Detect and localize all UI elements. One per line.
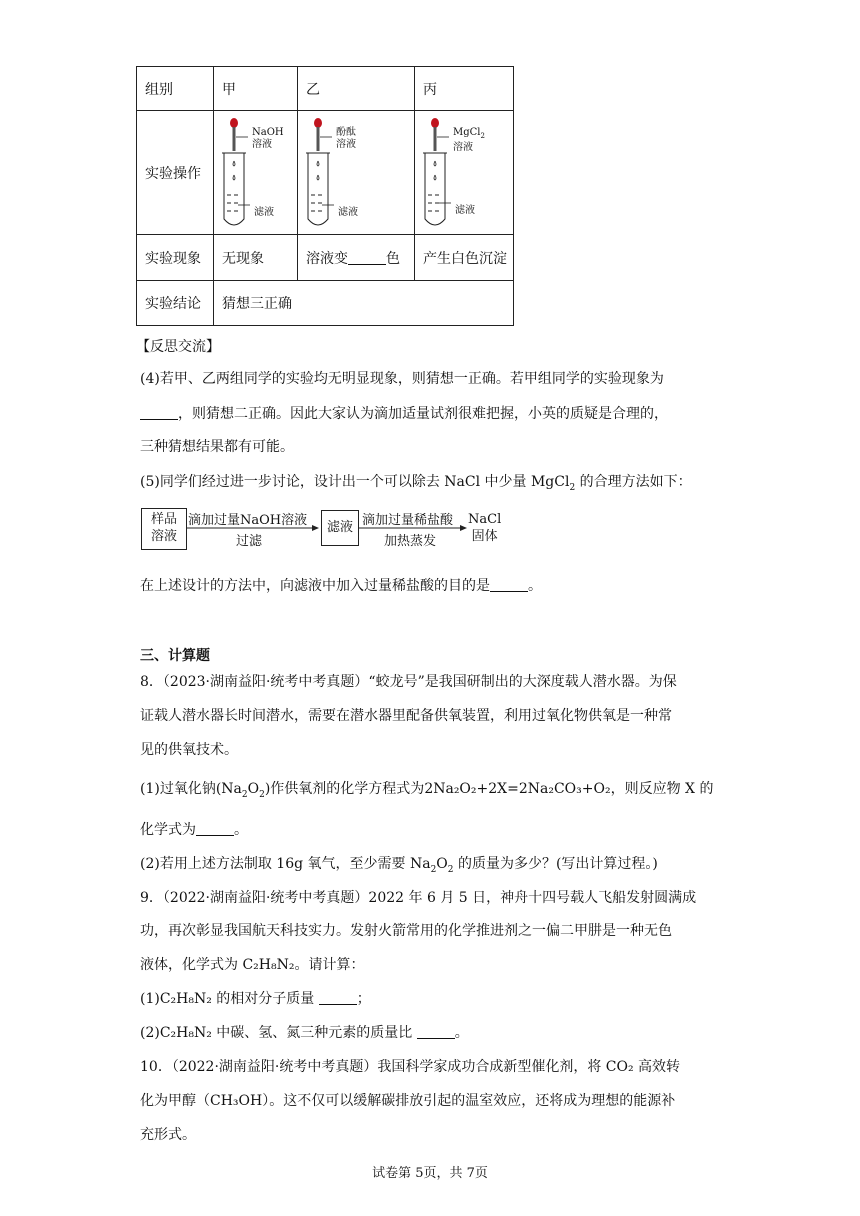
table-cell: 乙 [298, 67, 415, 111]
table-row [137, 67, 514, 111]
sample-label: 滤液 [455, 205, 475, 216]
flow-arrow-label: 滴加过量稀盐酸 [362, 513, 454, 528]
answer-blank[interactable] [490, 577, 528, 592]
q9-p1-line: (1)C₂H₈N₂ 的相对分子质量 ； [140, 991, 371, 1007]
answer-blank[interactable] [348, 250, 386, 265]
q10-line: 充形式。 [140, 1127, 196, 1143]
answer-blank[interactable] [196, 821, 234, 836]
table-cell: 实验操作 [137, 111, 214, 235]
tube-cell-bing [415, 111, 514, 235]
sample-label: 滤液 [254, 207, 274, 218]
table-row [137, 281, 514, 326]
flow-arrow-label: 滴加过量NaOH溶液 [188, 513, 308, 528]
table-cell: 溶液变 色 [298, 235, 415, 281]
q5-line: 在上述设计的方法中，向滤液中加入过量稀盐酸的目的是 。 [140, 578, 542, 594]
table-cell: 甲 [214, 67, 298, 111]
q4-line: (4)若甲、乙两组同学的实验均无明显现象，则猜想一正确。若甲组同学的实验现象为 [140, 371, 664, 387]
flow-box-filtrate: 滤液 [321, 510, 359, 546]
reagent-label: MgCl$_2$ 溶液 [453, 127, 485, 153]
section-heading: 三、计算题 [140, 648, 210, 664]
tube-cell-yi [298, 111, 415, 235]
q9-p2-line: (2)C₂H₈N₂ 中碳、氢、氮三种元素的质量比 。 [140, 1025, 469, 1041]
tube-cell-jia [214, 111, 298, 235]
q8-line: 见的供氧技术。 [140, 742, 238, 758]
reflect-heading: 【反思交流】 [136, 339, 220, 355]
table-cell: 实验现象 [137, 235, 214, 281]
answer-blank[interactable] [140, 405, 178, 420]
q5-line: (5)同学们经过进一步讨论，设计出一个可以除去 NaCl 中少量 MgCl$_2$ 的合理方法如下： [140, 474, 692, 493]
table-cell: 无现象 [214, 235, 298, 281]
table-cell: 实验结论 [137, 281, 214, 326]
flow-arrow-label: 过滤 [236, 534, 263, 549]
chemical-equation: 2Na₂O₂+2X=2Na₂CO₃+O₂ [424, 781, 611, 797]
reagent-label: 酚酞 溶液 [336, 127, 356, 150]
table-cell: 丙 [415, 67, 514, 111]
q8-p2-line: (2)若用上述方法制取 16g 氧气，至少需要 $Na_2O_2$ 的质量为多少？(写出计算过程。) [140, 856, 658, 875]
q10-line: 化为甲醇（CH₃OH）。这不仅可以缓解碳排放引起的温室效应，还将成为理想的能源补 [140, 1093, 676, 1109]
q8-line: 证载人潜水器长时间潜水，需要在潜水器里配备供氧装置，利用过氧化物供氧是一种常 [140, 708, 672, 724]
q8-p1-line: (1)过氧化钠$(Na_2O_2)$作供氧剂的化学方程式为2Na₂O₂+2X=2Na₂CO₃+O₂，则反应物 X 的 [140, 781, 714, 800]
table-row [137, 111, 514, 235]
q8-p1-line: 化学式为 。 [140, 822, 248, 838]
q9-line: 9．（2022·湖南益阳·统考中考真题）2022 年 6 月 5 日，神舟十四号载人飞船发射圆满成 [140, 890, 697, 906]
q4-line: 三种猜想结果都有可能。 [140, 439, 294, 455]
q10-line: 10．（2022·湖南益阳·统考中考真题）我国科学家成功合成新型催化剂，将 CO₂ 高效转 [140, 1059, 681, 1075]
answer-blank[interactable] [319, 990, 357, 1005]
q9-line: 液体，化学式为 C₂H₈N₂。请计算： [140, 957, 365, 973]
table-cell: 产生白色沉淀 [415, 235, 514, 281]
experiment-table [136, 66, 514, 326]
q8-line: 8．（2023·湖南益阳·统考中考真题）“蛟龙号”是我国研制出的大深度载人潜水器。为保 [140, 674, 677, 690]
table-cell: 猜想三正确 [214, 281, 514, 326]
flow-box-sample: 样品 溶液 [141, 508, 187, 550]
sample-label: 滤液 [338, 207, 358, 218]
answer-blank[interactable] [417, 1024, 455, 1039]
table-row [137, 235, 514, 281]
flow-arrow-label: 加热蒸发 [384, 534, 437, 549]
reagent-label: NaOH 溶液 [252, 127, 284, 150]
table-cell: 组别 [137, 67, 214, 111]
page-footer: 试卷第 5页，共 7页 [372, 1166, 488, 1181]
flow-product: NaCl 固体 [468, 512, 502, 544]
q4-line: ，则猜想二正确。因此大家认为滴加适量试剂很难把握，小英的质疑是合理的， [140, 403, 668, 425]
q9-line: 功，再次彰显我国航天科技实力。发射火箭常用的化学推进剂之一偏二甲肼是一种无色 [140, 923, 672, 939]
